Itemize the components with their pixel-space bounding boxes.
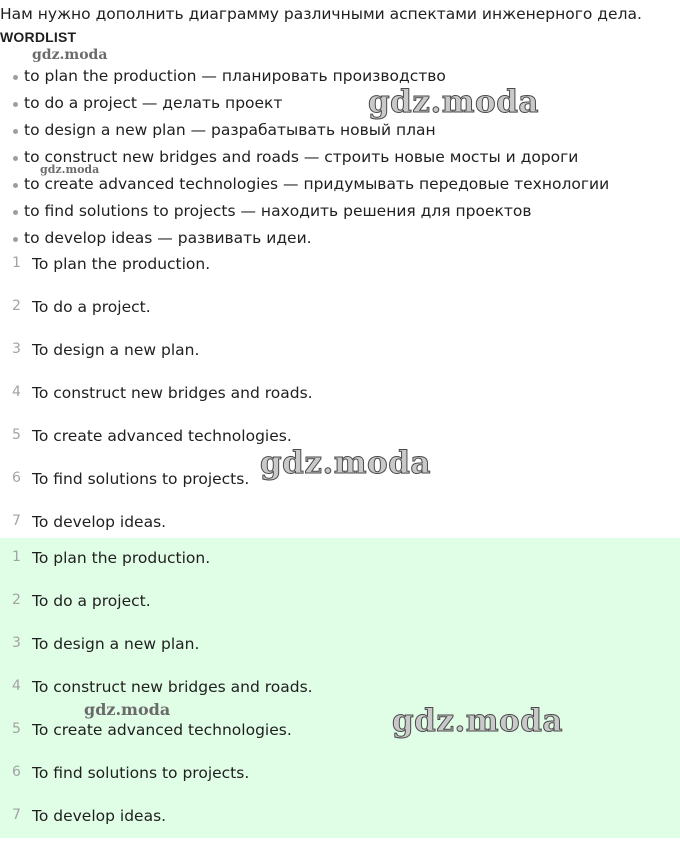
wordlist-item: to find solutions to projects — находить решения для проектов (0, 198, 680, 225)
wordlist-item: to construct new bridges and roads — строить новые мосты и дороги (0, 144, 680, 171)
wordlist-item: to do a project — делать проект (0, 90, 680, 117)
watermark: gdz.moda (32, 47, 108, 63)
wordlist-item: to plan the production — планировать производство (0, 63, 680, 90)
answer-text: To develop ideas. (32, 807, 167, 825)
answer-number: 5 (12, 721, 21, 737)
wordlist-item: to design a new plan — разрабатывать новый план (0, 117, 680, 144)
answer-number: 5 (12, 427, 21, 443)
answer-text: To do a project. (32, 298, 151, 316)
answer-text: To do a project. (32, 592, 151, 610)
answer-text: To design a new plan. (32, 341, 200, 359)
answer-text: To design a new plan. (32, 635, 200, 653)
answer-text: To plan the production. (32, 549, 211, 567)
answer-text: To find solutions to projects. (32, 764, 250, 782)
bullet-icon (13, 183, 18, 188)
wordlist-heading: WORDLIST (0, 29, 77, 45)
answer-number: 4 (12, 384, 21, 400)
answer-number: 7 (12, 807, 21, 823)
answer-text: To plan the production. (32, 255, 211, 273)
intro-text: Нам нужно дополнить диаграмму различными аспектами инженерного дела. (0, 5, 642, 23)
answer-row (0, 753, 680, 796)
answer-number: 1 (12, 255, 21, 271)
watermark: gdz.moda (368, 84, 539, 120)
answer-row (0, 287, 680, 330)
watermark: gdz.moda (392, 703, 563, 739)
answer-number: 7 (12, 513, 21, 529)
watermark: gdz.moda (84, 700, 171, 719)
answer-text: To find solutions to projects. (32, 470, 250, 488)
watermark: gdz.moda (40, 163, 100, 176)
answer-number: 2 (12, 298, 21, 314)
bullet-icon (13, 75, 18, 80)
answer-row (0, 244, 680, 287)
wordlist-item: to develop ideas — развивать идеи. (0, 225, 680, 252)
answer-number: 6 (12, 764, 21, 780)
answer-text: To construct new bridges and roads. (32, 678, 313, 696)
answer-text: To create advanced technologies. (32, 721, 292, 739)
bullet-icon (13, 129, 18, 134)
answer-number: 3 (12, 635, 21, 651)
answer-list-2-highlighted (0, 538, 680, 838)
answer-row (0, 373, 680, 416)
answer-list-1 (0, 244, 680, 545)
answer-text: To construct new bridges and roads. (32, 384, 313, 402)
answer-number: 1 (12, 549, 21, 565)
bullet-icon (13, 156, 18, 161)
wordlist (0, 63, 680, 252)
answer-number: 4 (12, 678, 21, 694)
answer-text: To develop ideas. (32, 513, 167, 531)
answer-row (0, 581, 680, 624)
answer-number: 3 (12, 341, 21, 357)
bullet-icon (13, 237, 18, 242)
answer-row (0, 624, 680, 667)
answer-row (0, 796, 680, 839)
watermark: gdz.moda (260, 445, 431, 481)
answer-row (0, 538, 680, 581)
answer-number: 6 (12, 470, 21, 486)
answer-number: 2 (12, 592, 21, 608)
wordlist-item: to create advanced technologies — придумывать передовые технологии (0, 171, 680, 198)
bullet-icon (13, 102, 18, 107)
answer-row (0, 330, 680, 373)
answer-text: To create advanced technologies. (32, 427, 292, 445)
bullet-icon (13, 210, 18, 215)
